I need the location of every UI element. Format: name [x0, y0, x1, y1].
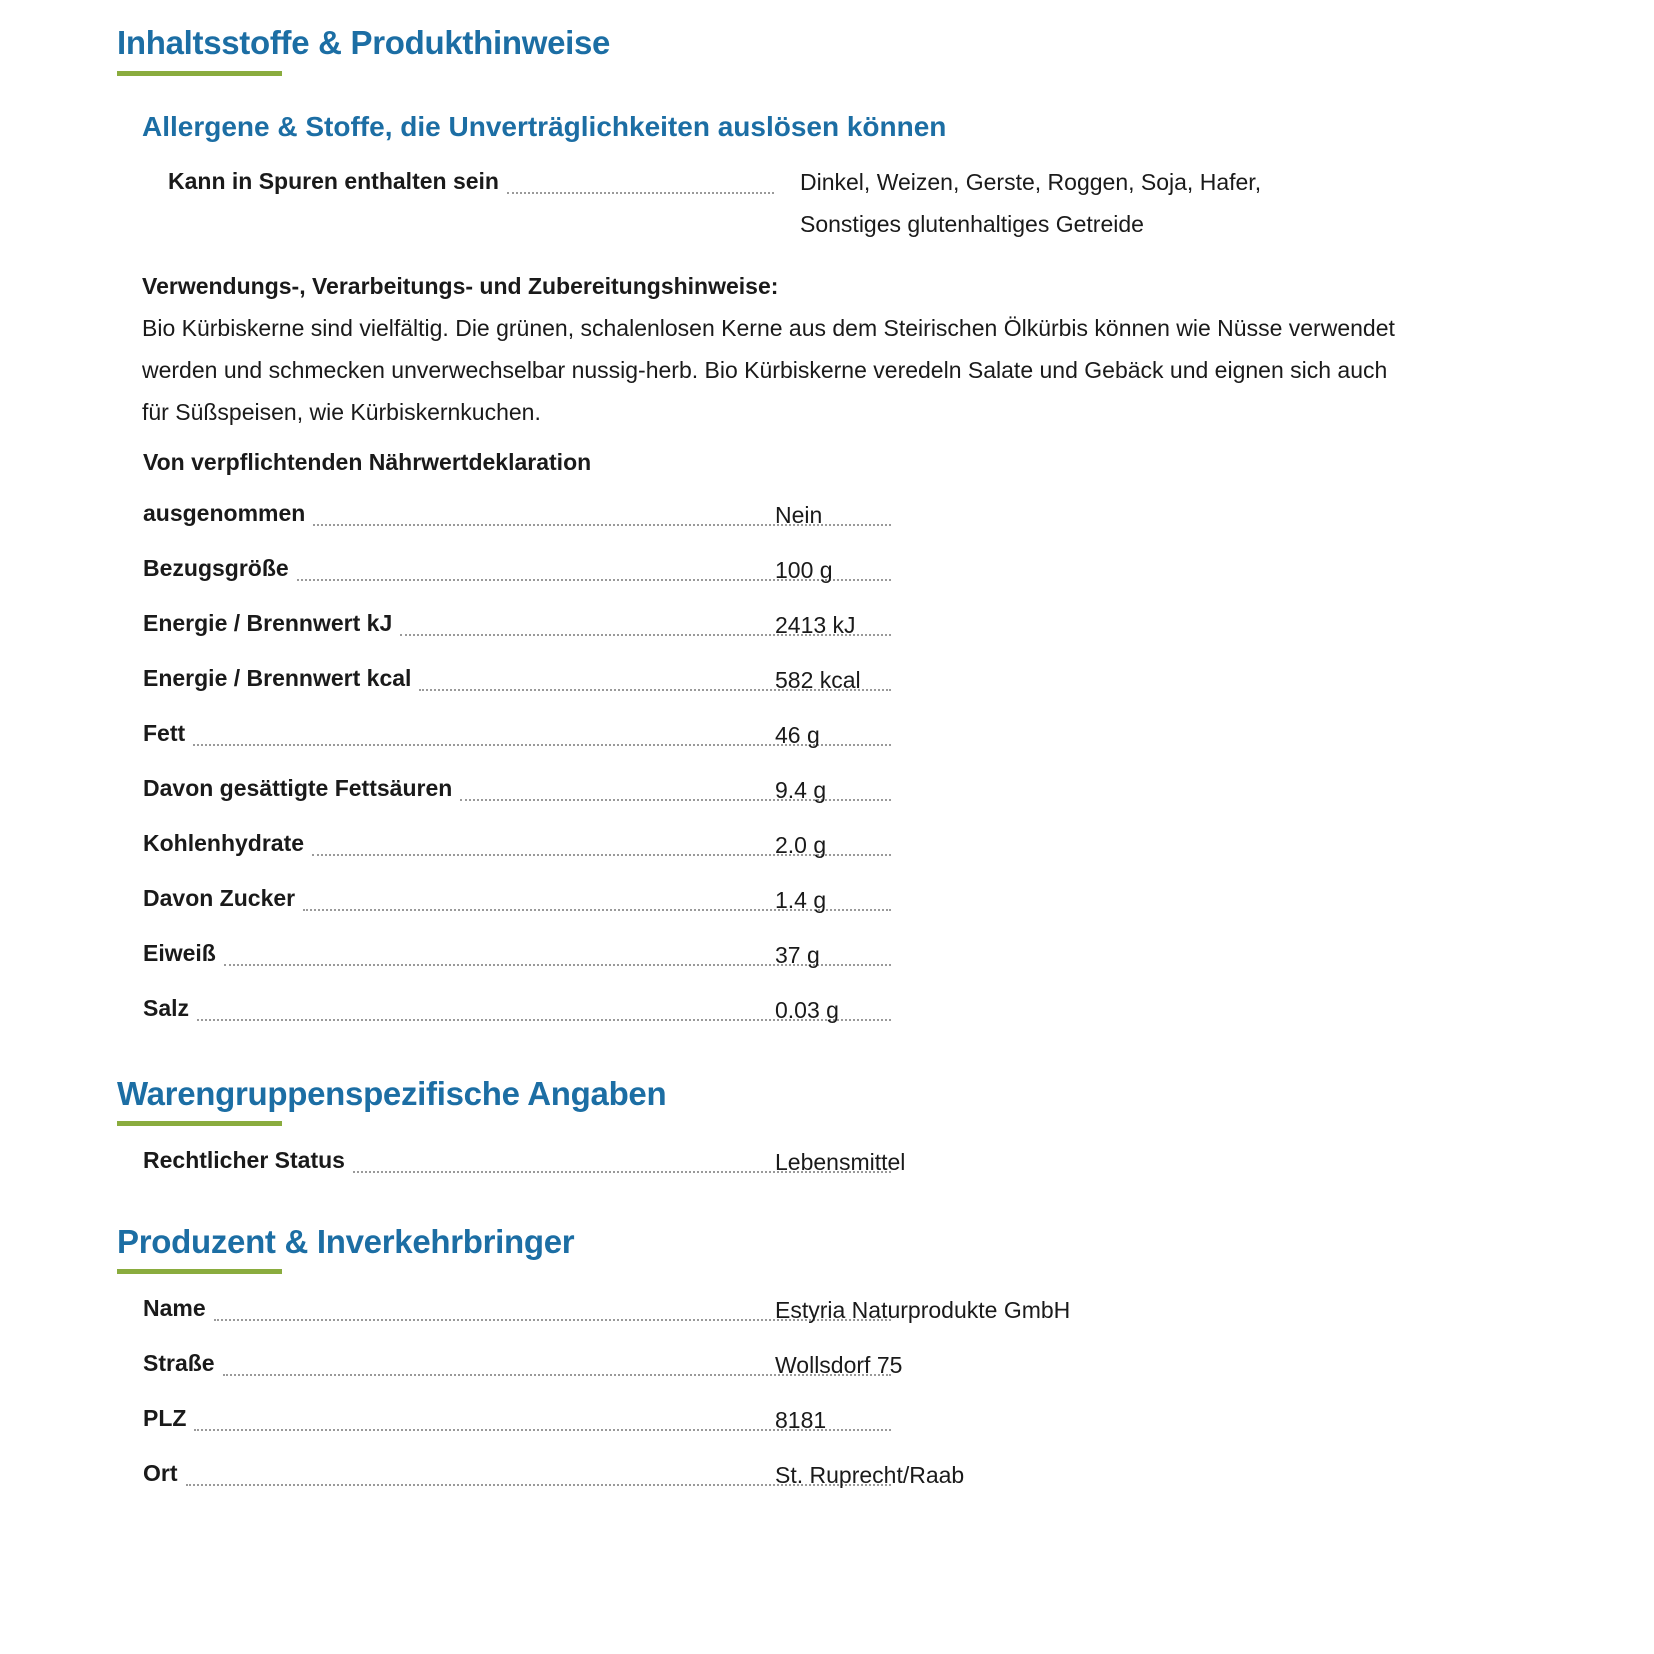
nutrition-value: 2.0 g [775, 832, 827, 858]
traces-value-line: Sonstiges glutenhaltiges Getreide [800, 211, 1144, 237]
nutrition-value: 100 g [775, 557, 833, 583]
nutrition-label: Davon Zucker [143, 885, 296, 911]
nutrition-value: 1.4 g [775, 887, 827, 913]
producer-value: Estyria Naturprodukte GmbH [775, 1297, 1071, 1323]
nutrition-value: 582 kcal [775, 667, 861, 693]
section-title-ingredients: Inhaltsstoffe & Produkthinweise [117, 24, 611, 61]
nutrition-label: Bezugsgröße [143, 555, 289, 581]
section-title-producer: Produzent & Inverkehrbringer [117, 1223, 575, 1260]
nutrition-label: ausgenommen [143, 500, 306, 526]
section-title-group: Warengruppenspezifische Angaben [117, 1075, 667, 1112]
producer-value: Wollsdorf 75 [775, 1352, 903, 1378]
section-title-underline [117, 1269, 282, 1274]
section-title-underline [117, 71, 282, 76]
section-title-underline [117, 1121, 282, 1126]
nutrition-exempt-label: Von verpflichtenden Nährwertdeklaration [143, 449, 592, 475]
nutrition-value: 9.4 g [775, 777, 827, 803]
traces-value-line: Dinkel, Weizen, Gerste, Roggen, Soja, Hafer, [800, 169, 1262, 195]
producer-value: 8181 [775, 1407, 827, 1433]
nutrition-value: 2413 kJ [775, 612, 856, 638]
nutrition-label: Energie / Brennwert kcal [143, 665, 412, 691]
producer-label: Ort [143, 1460, 178, 1486]
producer-value: St. Ruprecht/Raab [775, 1462, 965, 1488]
nutrition-value: Nein [775, 502, 823, 528]
producer-label: Straße [143, 1350, 215, 1376]
nutrition-value: 37 g [775, 942, 820, 968]
nutrition-label: Eiweiß [143, 940, 216, 966]
legal-status-value: Lebensmittel [775, 1149, 906, 1175]
nutrition-label: Fett [143, 720, 186, 746]
allergens-title: Allergene & Stoffe, die Unverträglichkeiten auslösen können [142, 111, 947, 142]
nutrition-label: Kohlenhydrate [143, 830, 305, 856]
usage-heading: Verwendungs-, Verarbeitungs- und Zubereitungshinweise: [142, 273, 779, 299]
traces-label: Kann in Spuren enthalten sein [168, 168, 499, 194]
usage-text: Bio Kürbiskerne sind vielfältig. Die grünen, schalenlosen Kerne aus dem Steirischen Ölkürbis können wie Nüsse verwendet werden und schmecken unverwechselbar nussig-herb. Bio Kürbiskerne veredeln Salate und Gebäck und eignen sich auch für Süßspeisen, wie Kürbiskernkuchen. [142, 315, 1395, 425]
nutrition-value: 0.03 g [775, 997, 839, 1023]
nutrition-label: Energie / Brennwert kJ [143, 610, 393, 636]
legal-status-label: Rechtlicher Status [143, 1147, 345, 1173]
producer-label: Name [143, 1295, 206, 1321]
producer-label: PLZ [143, 1405, 187, 1431]
nutrition-label: Salz [143, 995, 190, 1021]
dot-leader [507, 192, 774, 194]
dot-leader [460, 799, 891, 801]
nutrition-value: 46 g [775, 722, 820, 748]
nutrition-label: Davon gesättigte Fettsäuren [143, 775, 453, 801]
traces-value [800, 161, 1261, 245]
